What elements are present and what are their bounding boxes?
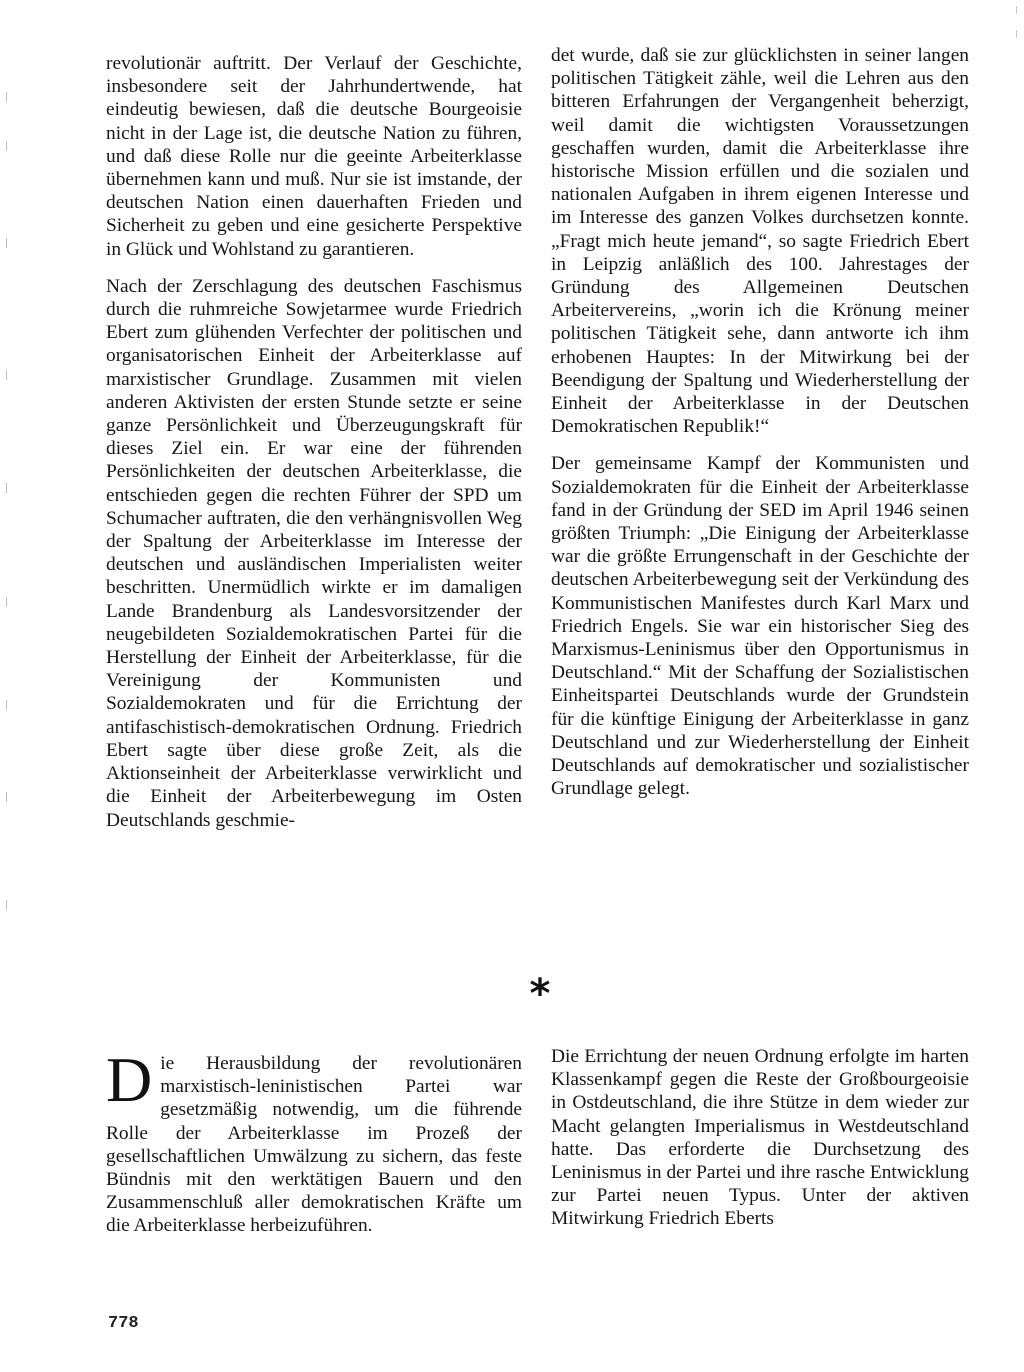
page-number: 778	[108, 1314, 139, 1333]
drop-cap: D	[106, 1044, 153, 1115]
left-margin-scan-marks	[6, 0, 10, 1372]
paragraph: Der gemeinsame Kampf der Kommunisten und Sozialdemokraten für die Einheit der Arbeiterklasse fand in der Gründung der SED im April 1946 seinen größten Triumph: „Die Einigung der Arbeiterklasse war die größte Errungenschaft in der Geschichte der deutschen Arbeiterbewegung seit der Verkündung des Kommunistischen Manifestes durch Karl Marx und Friedrich Engels. Sie war ein historischer Sieg des Marxismus-Leninismus über den Opportunismus in Deutschland.“ Mit der Schaffung der Sozialistischen Einheitspartei Deutschlands wurde der Grundstein für die künftige Einigung der Arbeiterklasse in ganz Deutschland und zur Wiederherstellung der Einheit Deutschlands auf demokratischer und sozialistischer Grundlage gelegt.	[551, 453, 969, 800]
paragraph: revolutionär auftritt. Der Verlauf der Geschichte, insbesondere seit der Jahrhundertwende, hat eindeutig bewiesen, daß die deutsche Bourgeoisie nicht in der Lage ist, die deutsche Nation zu führen, und daß diese Rolle nur die geeinte Arbeiterklasse übernehmen kann und muß. Nur sie ist imstande, der deutschen Nation einen dauerhaften Frieden und Sicherheit zu geben und eine gesicherte Perspektive in Glück und Wohlstand zu garantieren.	[106, 53, 522, 260]
paragraph: Die Errichtung der neuen Ordnung erfolgte im harten Klassenkampf gegen die Reste der Großbourgeoisie in Ostdeutschland, die ihre Stütze in dem wieder zur Macht gelangten Imperialismus in Westdeutschland hatte. Das erforderte die Durchsetzung des Leninismus in der Partei und ihre rasche Entwicklung zur Partei neuen Typus. Unter der aktiven Mitwirkung Friedrich Eberts	[551, 1046, 969, 1230]
text-column-bottom-right	[551, 1045, 969, 1245]
right-margin-scan-marks	[1016, 0, 1020, 1372]
section-separator-asterisk: *	[529, 971, 551, 1017]
paragraph-with-dropcap	[106, 1044, 522, 1238]
paragraph: det wurde, daß sie zur glücklichsten in seiner langen politischen Tätigkeit zähle, weil die Lehren aus den bitteren Erfahrungen der Vergangenheit beherzigt, weil damit die wichtigsten Voraussetzungen geschaffen wurden, damit die Arbeiterklasse ihre historische Mission erfüllen und die sozialen und nationalen Aufgaben in ihrem eigenen Interesse und im Interesse des ganzen Volkes durchsetzen konnte. „Fragt mich heute jemand“, so sagte Friedrich Ebert in Leipzig anläßlich des 100. Jahrestages der Gründung des Allgemeinen Deutschen Arbeitervereins, „worin ich die Krönung meiner politischen Tätigkeit sehe, dann antworte ich ihm erhobenen Hauptes: In der Mitwirkung bei der Beendigung der Spaltung und Wiederherstellung der Einheit der Arbeiterklasse in der Deutschen Demokratischen Republik!“	[551, 45, 969, 438]
text-column-top-right	[551, 44, 969, 815]
paragraph-text: ie Herausbildung der revolutionären marxistisch-leninistischen Partei war gesetzmäßig notwendig, um die führende Rolle der Arbeiterklasse im Prozeß der gesellschaftlichen Umwälzung zu sichern, das feste Bündnis mit den werktätigen Bauern und den Zusammenschluß aller demokratischen Kräfte um die Arbeiterklasse herbeizuführen.	[106, 1053, 522, 1237]
text-column-top-left	[106, 52, 522, 846]
paragraph: Nach der Zerschlagung des deutschen Faschismus durch die ruhmreiche Sowjetarmee wurde Friedrich Ebert zum glühenden Verfechter der politischen und organisatorischen Einheit der Arbeiterklasse auf marxistischer Grundlage. Zusammen mit vielen anderen Aktivisten der ersten Stunde setzte er seine ganze Persönlichkeit und Überzeugungskraft für dieses Ziel ein. Er war eine der führenden Persönlichkeiten der deutschen Arbeiterklasse, die entschieden gegen die rechten Führer der SPD um Schumacher auftraten, die den verhängnisvollen Weg der Spaltung der Arbeiterklasse im Interesse der deutschen und ausländischen Imperialisten weiter beschritten. Unermüdlich wirkte er im damaligen Lande Brandenburg als Landesvorsitzender der neugebildeten Sozialdemokratischen Partei für die Herstellung der Einheit der Arbeiterklasse, für die Vereinigung der Kommunisten und Sozialdemokraten und für die Errichtung der antifaschistisch-demokratischen Ordnung. Friedrich Ebert sagte über diese große Zeit, als die Aktionseinheit der Arbeiterklasse verwirklicht und die Einheit der Arbeiterbewegung im Osten Deutschlands geschmie-	[106, 275, 522, 831]
text-column-bottom-left	[106, 1044, 522, 1252]
